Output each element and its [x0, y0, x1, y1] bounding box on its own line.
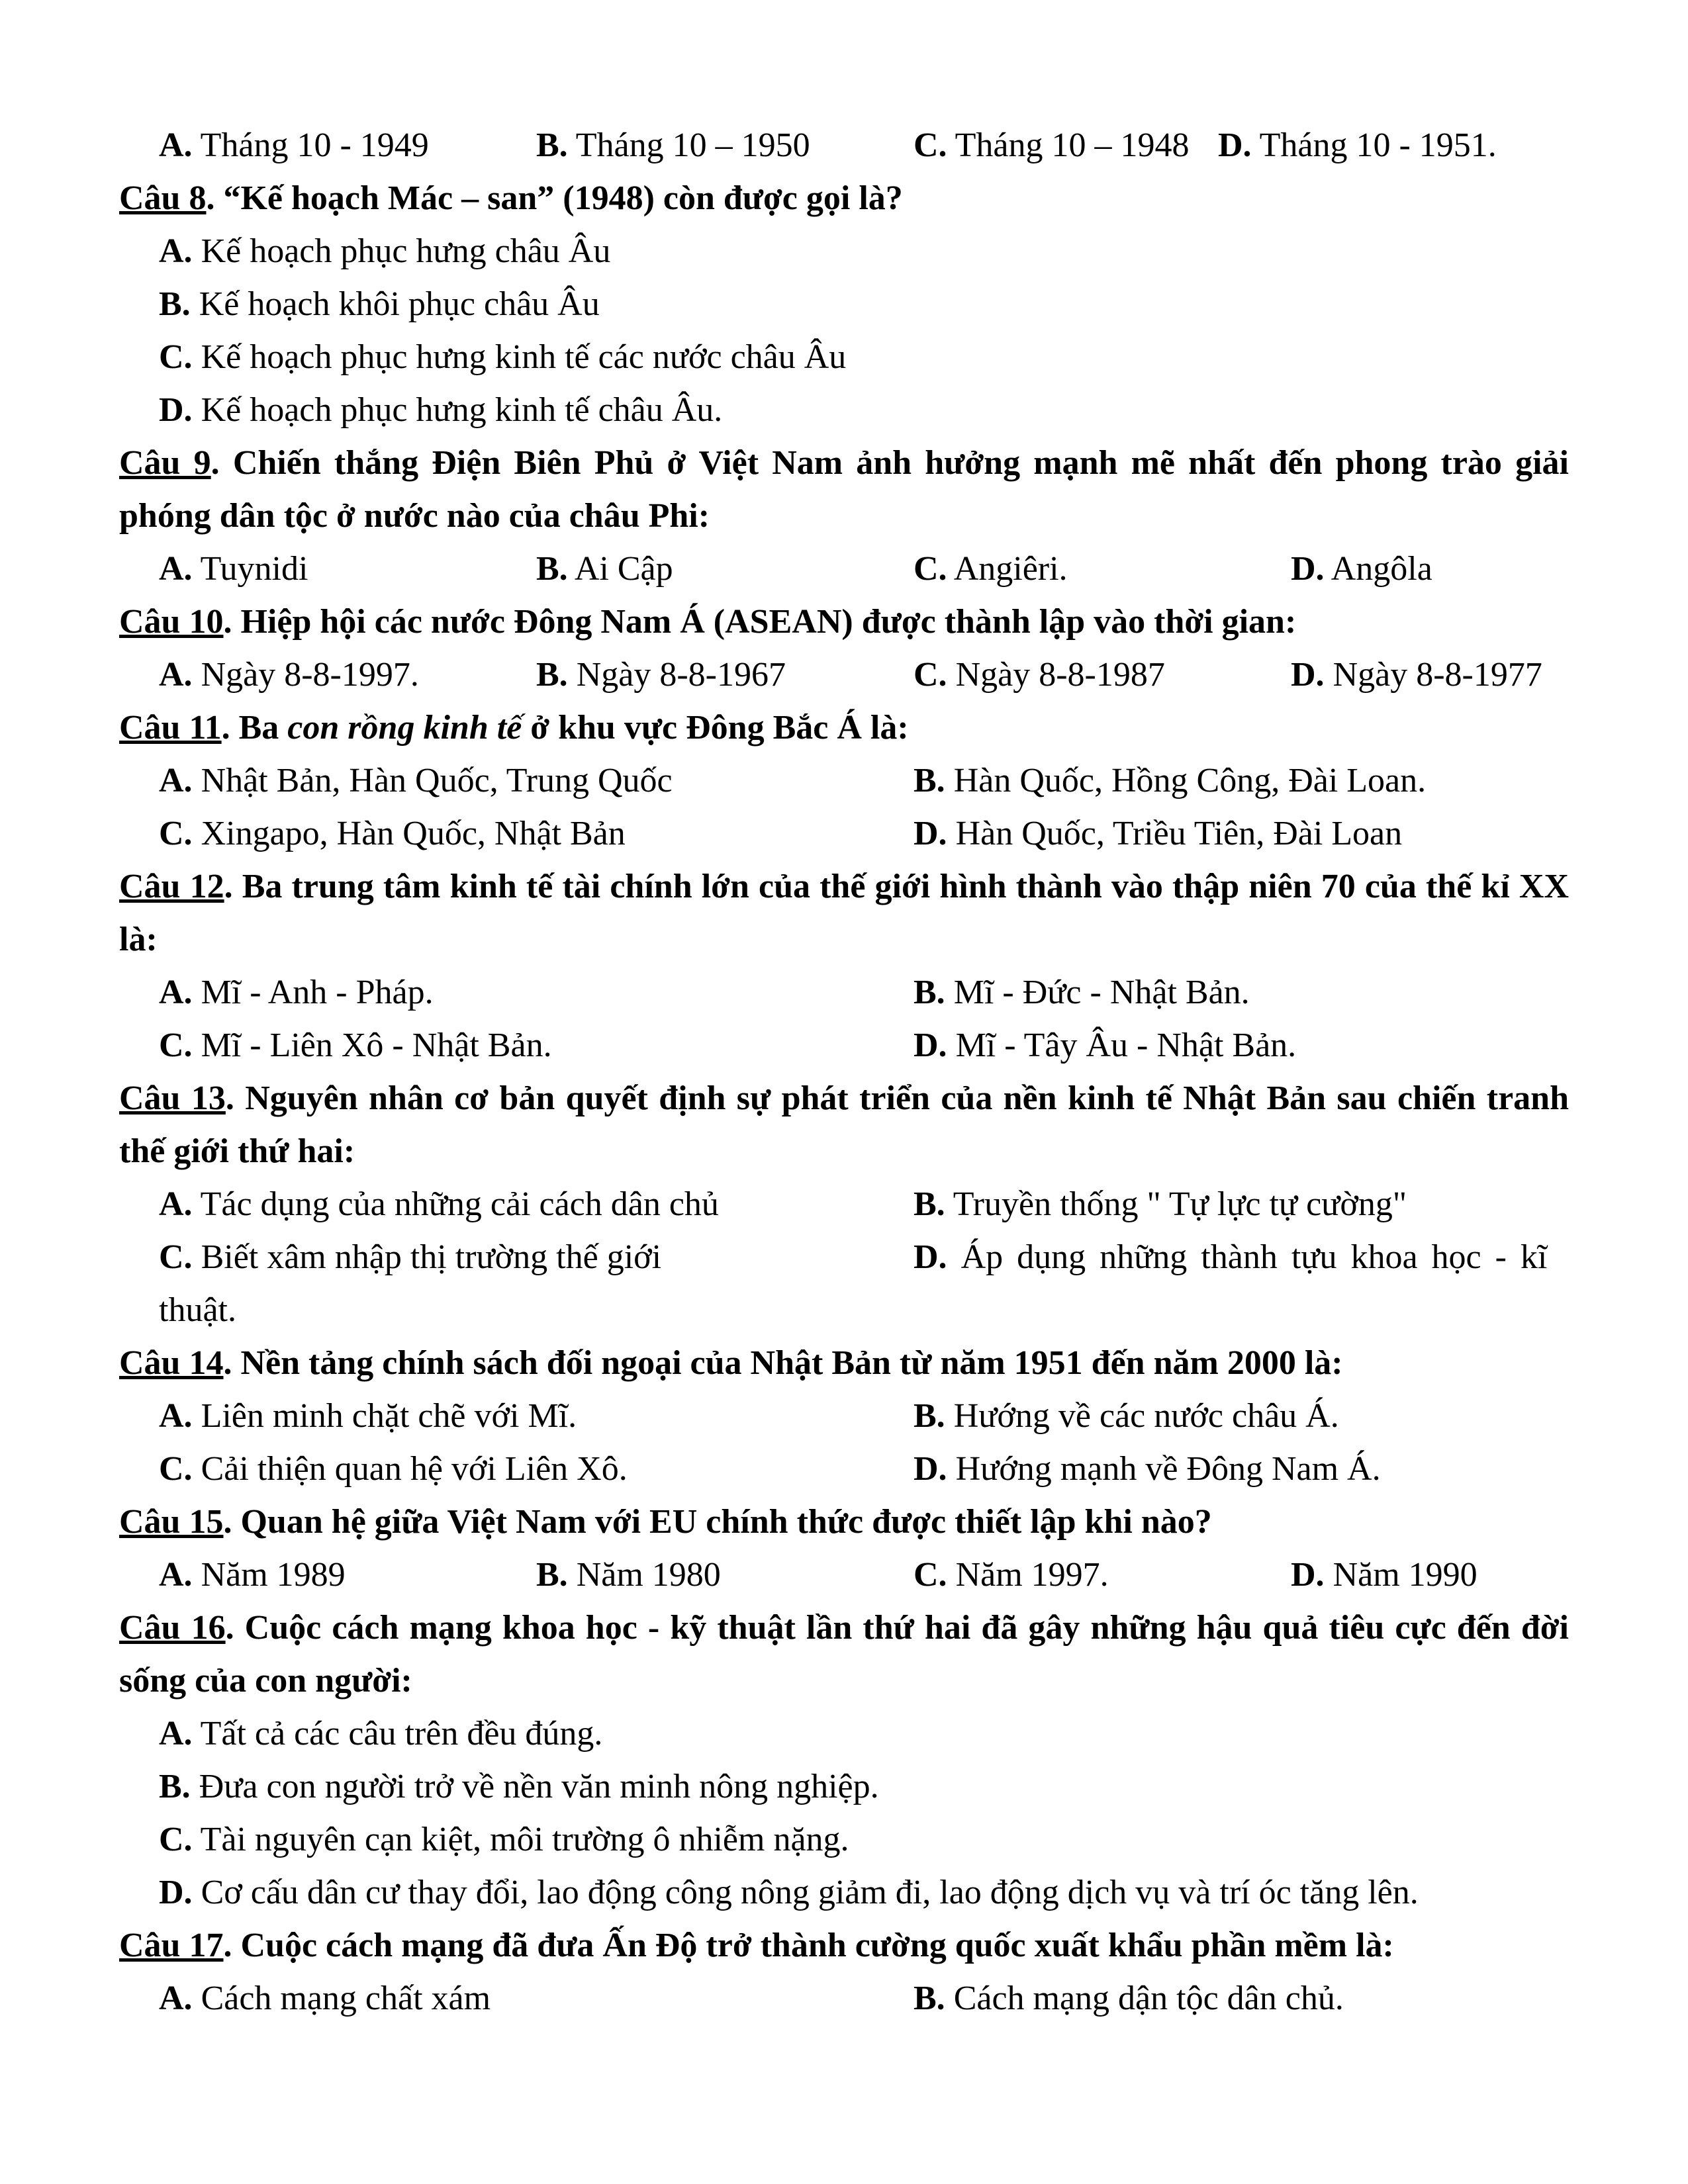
q9-stem: Câu 9. Chiến thắng Điện Biên Phủ ở Việt Nam ảnh hưởng mạnh mẽ nhất đến phong trào giải phóng dân tộc ở nước nào của châu Phi:: [119, 444, 1569, 535]
q14-stem: Câu 14. Nền tảng chính sách đối ngoại của Nhật Bản từ năm 1951 đến năm 2000 là:: [119, 1344, 1343, 1382]
q11-option-c: C. Xingapo, Hàn Quốc, Nhật Bản: [159, 815, 626, 852]
q9-option-b: B. Ai Cập: [536, 550, 673, 588]
q9-options: [119, 543, 1569, 596]
q16-option-d: D. Cơ cấu dân cư thay đổi, lao động công nông giảm đi, lao động dịch vụ và trí óc tăng lên.: [159, 1874, 1419, 1911]
q11-stem: Câu 11. Ba con rồng kinh tế ở khu vực Đông Bắc Á là:: [119, 709, 909, 747]
q7-option-b: B. Tháng 10 – 1950: [536, 126, 810, 164]
q10-option-b: B. Ngày 8-8-1967: [536, 656, 786, 694]
q15-option-b: B. Năm 1980: [536, 1556, 721, 1594]
q7-option-c: C. Tháng 10 – 1948: [914, 126, 1190, 164]
q11-option-b: B. Hàn Quốc, Hồng Công, Đài Loan.: [914, 762, 1427, 799]
q14-option-d: D. Hướng mạnh về Đông Nam Á.: [914, 1450, 1381, 1488]
q16-option-b: B. Đưa con người trở về nền văn minh nông nghiệp.: [159, 1768, 879, 1805]
q10-stem: Câu 10. Hiệp hội các nước Đông Nam Á (ASEAN) được thành lập vào thời gian:: [119, 603, 1297, 641]
q9-option-c: C. Angiêri.: [914, 550, 1068, 588]
q17-option-b: B. Cách mạng dận tộc dân chủ.: [914, 1979, 1344, 2017]
q15-option-d: D. Năm 1990: [1291, 1556, 1477, 1594]
q8-option-b: B. Kế hoạch khôi phục châu Âu: [159, 285, 600, 323]
q17-stem: Câu 17. Cuộc cách mạng đã đưa Ấn Độ trở thành cường quốc xuất khẩu phần mềm là:: [119, 1927, 1394, 1964]
q11-options-ab: [119, 754, 1569, 807]
q17-option-a: A. Cách mạng chất xám: [159, 1979, 491, 2017]
q12-option-d: D. Mĩ - Tây Âu - Nhật Bản.: [914, 1026, 1297, 1064]
q13-option-d-wrap: thuật.: [159, 1291, 236, 1329]
q13-option-b: B. Truyền thống " Tự lực tự cường": [914, 1185, 1407, 1223]
q15-options: [119, 1549, 1569, 1602]
q16-option-c: C. Tài nguyên cạn kiệt, môi trường ô nhiễm nặng.: [159, 1821, 849, 1858]
q13-option-a: A. Tác dụng của những cải cách dân chủ: [159, 1185, 719, 1223]
q14-option-c: C. Cải thiện quan hệ với Liên Xô.: [159, 1450, 628, 1488]
q12-option-a: A. Mĩ - Anh - Pháp.: [159, 974, 434, 1011]
q10-option-d: D. Ngày 8-8-1977: [1291, 656, 1542, 694]
q16-option-a: A. Tất cả các câu trên đều đúng.: [159, 1715, 603, 1752]
q12-options-ab: [119, 966, 1569, 1019]
q9-option-d: D. Angôla: [1291, 550, 1432, 588]
q10-options: [119, 649, 1569, 702]
q14-option-b: B. Hướng về các nước châu Á.: [914, 1397, 1339, 1435]
q11-option-a: A. Nhật Bản, Hàn Quốc, Trung Quốc: [159, 762, 673, 799]
q11-options-cd: [119, 807, 1569, 860]
q17-options-ab: [119, 1972, 1569, 2025]
q11-option-d: D. Hàn Quốc, Triều Tiên, Đài Loan: [914, 815, 1403, 852]
q8-option-c: C. Kế hoạch phục hưng kinh tế các nước châu Âu: [159, 338, 847, 376]
q15-stem: Câu 15. Quan hệ giữa Việt Nam với EU chính thức được thiết lập khi nào?: [119, 1503, 1212, 1541]
q13-stem: Câu 13. Nguyên nhân cơ bản quyết định sự phát triển của nền kinh tế Nhật Bản sau chiến tranh thế giới thứ hai:: [119, 1079, 1569, 1170]
q7-option-d: D. Tháng 10 - 1951.: [1218, 126, 1497, 164]
q12-option-b: B. Mĩ - Đức - Nhật Bản.: [914, 974, 1250, 1011]
q7-option-a: A. Tháng 10 - 1949: [159, 126, 429, 164]
q12-options-cd: [119, 1019, 1569, 1072]
q13-option-c: C. Biết xâm nhập thị trường thế giới: [159, 1238, 662, 1276]
q15-option-a: A. Năm 1989: [159, 1556, 346, 1594]
q13-options-ab: [119, 1178, 1569, 1231]
q8-option-a: A. Kế hoạch phục hưng châu Âu: [159, 232, 611, 270]
q10-option-c: C. Ngày 8-8-1987: [914, 656, 1165, 694]
q14-options-cd: [119, 1443, 1569, 1496]
q13-options-cd: [119, 1231, 1569, 1284]
exam-page: [119, 119, 1569, 2025]
q15-option-c: C. Năm 1997.: [914, 1556, 1109, 1594]
q8-option-d: D. Kế hoạch phục hưng kinh tế châu Âu.: [159, 391, 723, 429]
q14-option-a: A. Liên minh chặt chẽ với Mĩ.: [159, 1397, 577, 1435]
q12-option-c: C. Mĩ - Liên Xô - Nhật Bản.: [159, 1026, 552, 1064]
q13-option-d: D. Áp dụng những thành tựu khoa học - kĩ: [914, 1238, 1548, 1276]
q16-stem: Câu 16. Cuộc cách mạng khoa học - kỹ thuật lần thứ hai đã gây những hậu quả tiêu cực đến đời sống của con người:: [119, 1609, 1569, 1700]
q10-option-a: A. Ngày 8-8-1997.: [159, 656, 419, 694]
q7-options: [119, 119, 1569, 172]
q8-stem: Câu 8. “Kế hoạch Mác – san” (1948) còn được gọi là?: [119, 179, 903, 217]
q9-option-a: A. Tuynidi: [159, 550, 308, 588]
q12-stem: Câu 12. Ba trung tâm kinh tế tài chính lớn của thế giới hình thành vào thập niên 70 của thế kỉ XX là:: [119, 868, 1569, 958]
q14-options-ab: [119, 1390, 1569, 1443]
